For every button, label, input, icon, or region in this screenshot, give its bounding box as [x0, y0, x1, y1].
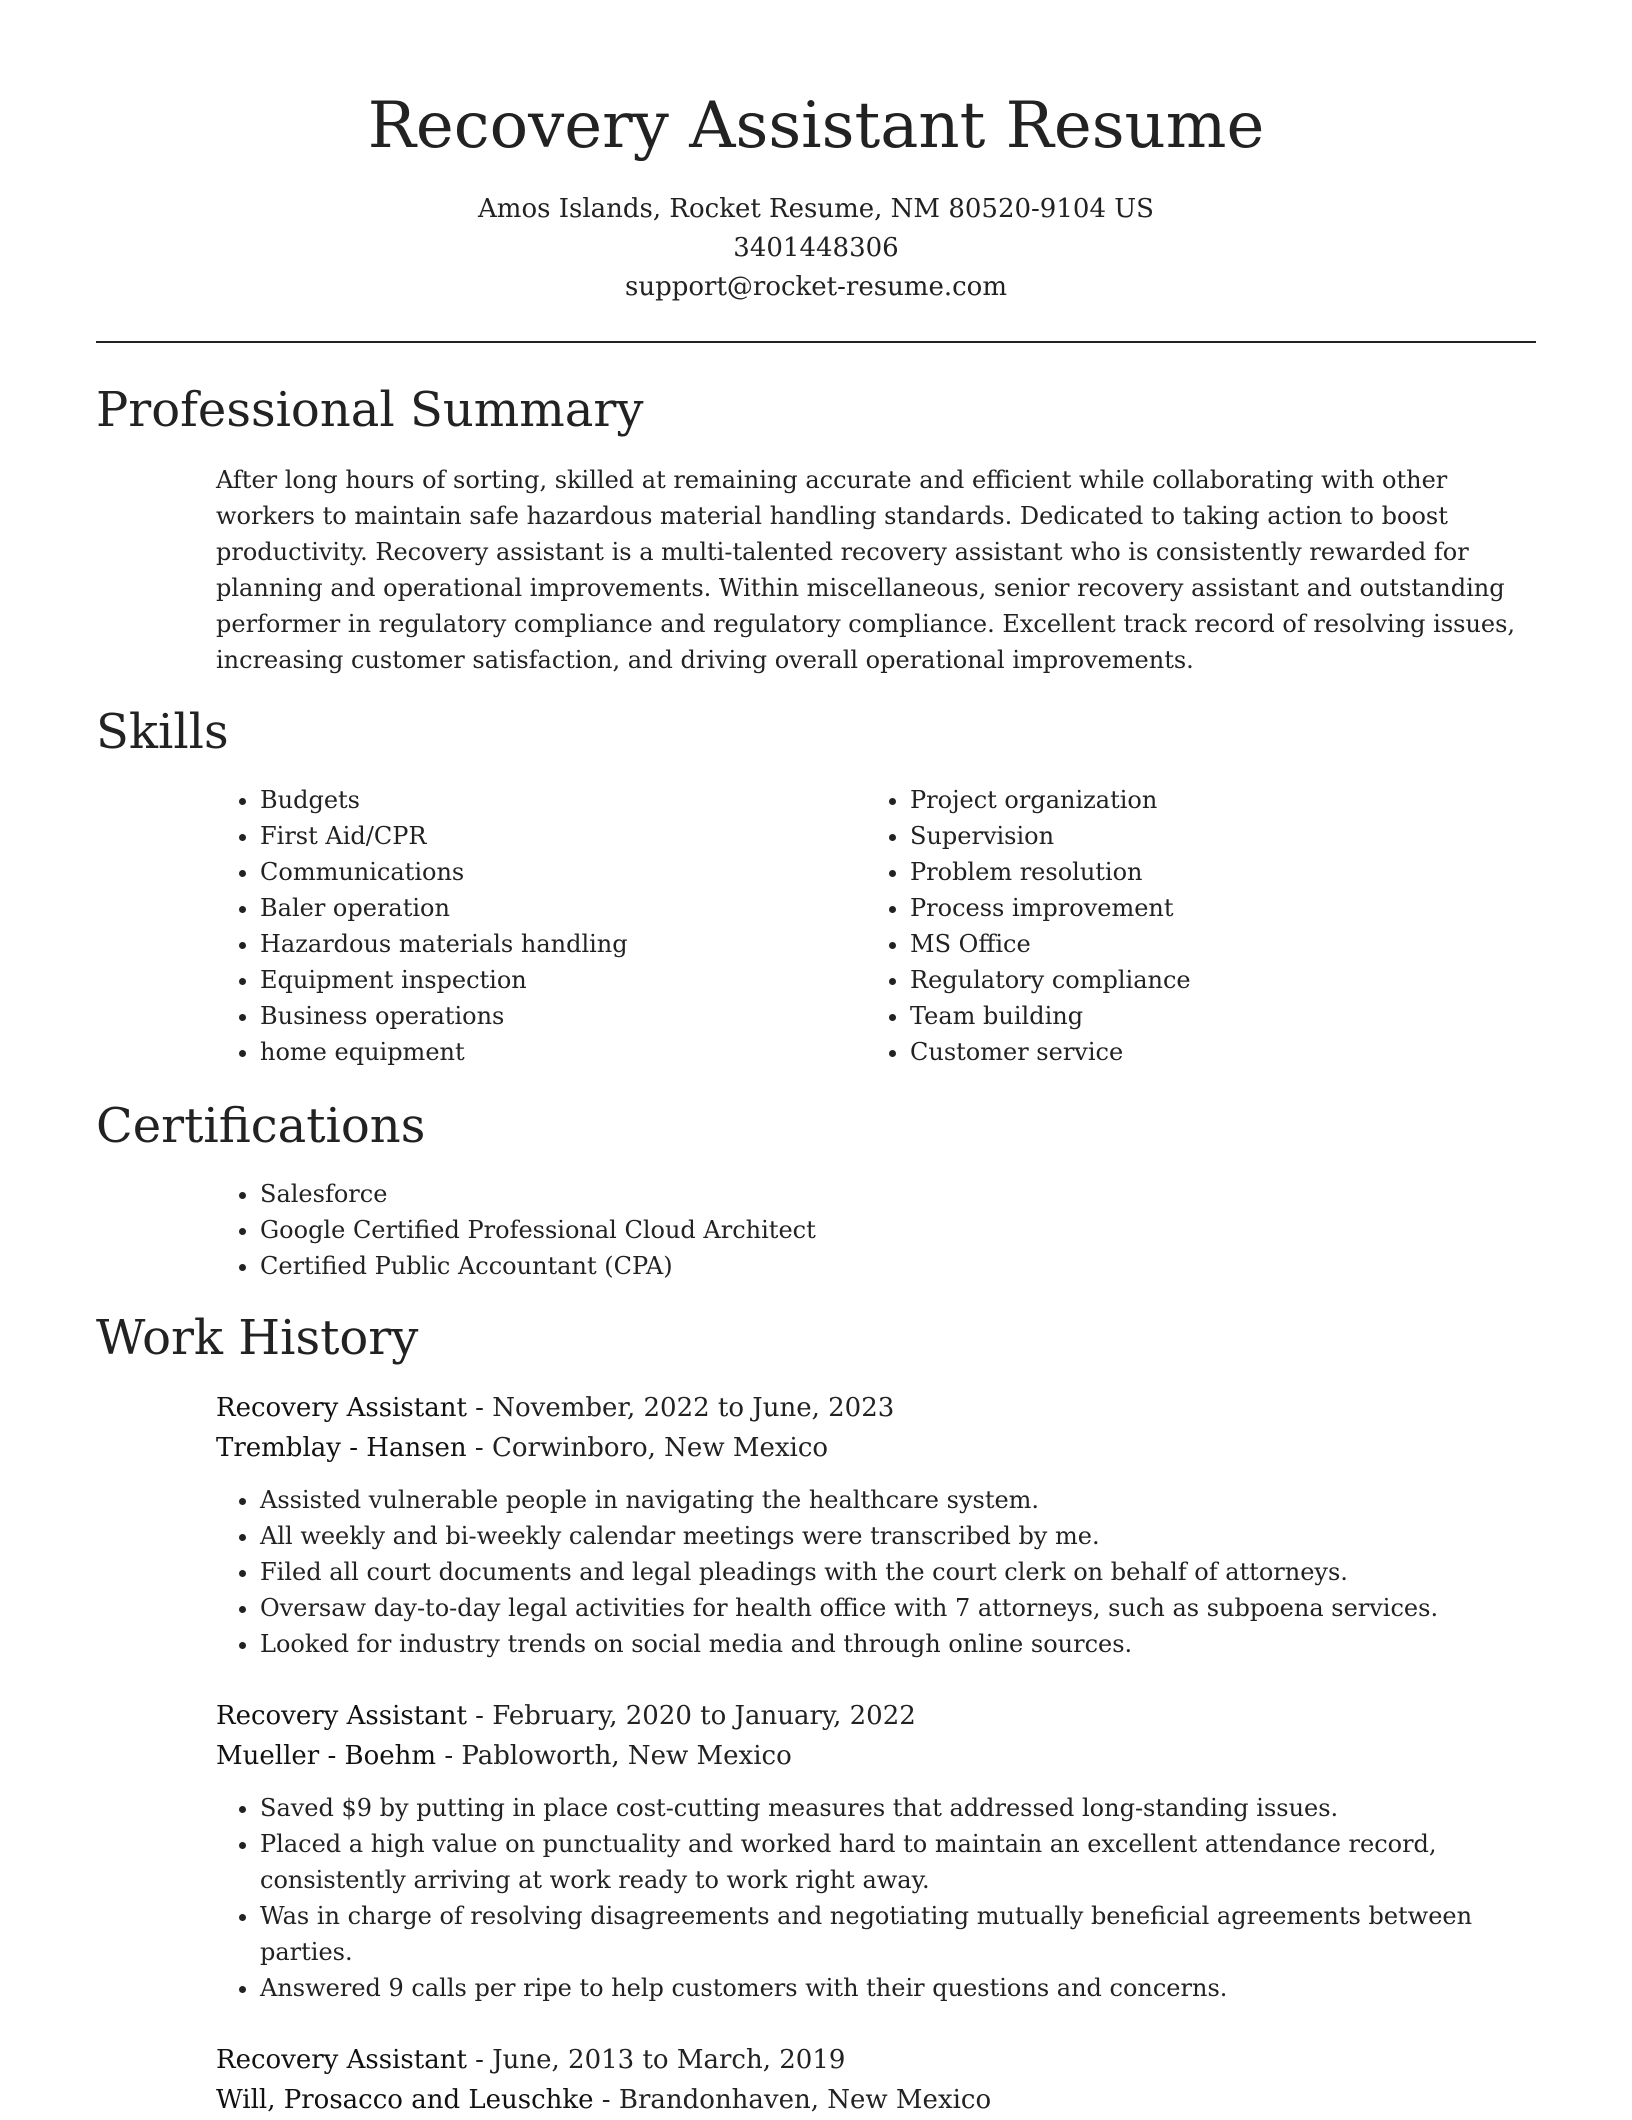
job-company: Will, Prosacco and Leuschke	[216, 2085, 594, 2115]
contact-info	[0, 190, 1632, 307]
page-title: Recovery Assistant Resume	[367, 89, 1265, 163]
skills-list-left	[216, 782, 820, 1070]
contact-email: support@rocket-resume.com	[624, 272, 1007, 302]
job-title: Recovery Assistant	[216, 1393, 467, 1423]
skill-item: • Business operations	[260, 998, 820, 1034]
skills-heading: Skills	[96, 704, 229, 760]
job-bullets	[216, 1482, 1580, 1662]
skill-item: • home equipment	[260, 1034, 820, 1070]
certification-item: • Google Certified Professional Cloud Architect	[260, 1212, 1580, 1248]
contact-address: Amos Islands, Rocket Resume, NM 80520-9104 US	[478, 194, 1154, 224]
job-bullet: • Filed all court documents and legal pleadings with the court clerk on behalf of attorneys.	[260, 1554, 1580, 1590]
job-location: - Pabloworth, New Mexico	[436, 1741, 792, 1771]
skill-item: • MS Office	[910, 926, 1530, 962]
certification-item: • Certified Public Accountant (CPA)	[260, 1248, 1580, 1284]
job-bullet: • Looked for industry trends on social media and through online sources.	[260, 1626, 1580, 1662]
summary-text: After long hours of sorting, skilled at remaining accurate and efficient while collaborating with other workers to maintain safe hazardous material handling standards. Dedicated to taking action to boost productivity. Recovery assistant is a multi-talented recovery assistant who is consistently rewarded for planning and operational improvements. Within miscellaneous, senior recovery assistant and outstanding performer in regulatory compliance and regulatory compliance. Excellent track record of resolving issues, increasing customer satisfaction, and driving overall operational improvements.	[216, 466, 1516, 674]
skill-item: • Baler operation	[260, 890, 820, 926]
job-bullet: • Answered 9 calls per ripe to help customers with their questions and concerns.	[260, 1970, 1530, 2006]
job-dates: - November, 2022 to June, 2023	[466, 1393, 895, 1423]
job-title-line	[216, 1388, 894, 1428]
job-company: Tremblay - Hansen	[216, 1433, 467, 1463]
job-bullets	[216, 1790, 1530, 2006]
skill-item: • Budgets	[260, 782, 820, 818]
job-bullet: • Saved $9 by putting in place cost-cutting measures that addressed long-standing issues.	[260, 1790, 1530, 1826]
job-dates: - June, 2013 to March, 2019	[466, 2045, 846, 2075]
job-title-line	[216, 2040, 845, 2080]
work-history-heading: Work History	[96, 1310, 419, 1366]
job-company-line	[216, 1428, 828, 1468]
job-dates: - February, 2020 to January, 2022	[466, 1701, 916, 1731]
skills-list-right	[866, 782, 1530, 1070]
job-location: - Brandonhaven, New Mexico	[593, 2085, 992, 2115]
job-title: Recovery Assistant	[216, 2045, 467, 2075]
certifications-list	[216, 1176, 1580, 1284]
job-location: - Corwinboro, New Mexico	[466, 1433, 829, 1463]
job-title-line	[216, 1696, 916, 1736]
skill-item: • First Aid/CPR	[260, 818, 820, 854]
job-company-line	[216, 2080, 991, 2120]
skill-item: • Process improvement	[910, 890, 1530, 926]
skill-item: • Project organization	[910, 782, 1530, 818]
contact-phone: 3401448306	[733, 233, 899, 263]
skill-item: • Supervision	[910, 818, 1530, 854]
resume-header	[0, 84, 1632, 307]
job-title: Recovery Assistant	[216, 1701, 467, 1731]
summary-heading: Professional Summary	[96, 382, 644, 438]
skill-item: • Team building	[910, 998, 1530, 1034]
skill-item: • Communications	[260, 854, 820, 890]
job-bullet: • Oversaw day-to-day legal activities for health office with 7 attorneys, such as subpoena services.	[260, 1590, 1580, 1626]
job-company-line	[216, 1736, 792, 1776]
header-divider	[96, 341, 1536, 343]
job-bullet: • Was in charge of resolving disagreements and negotiating mutually beneficial agreements between parties.	[260, 1898, 1530, 1970]
job-bullet: • All weekly and bi-weekly calendar meetings were transcribed by me.	[260, 1518, 1580, 1554]
certifications-heading: Certifications	[96, 1098, 426, 1154]
skill-item: • Customer service	[910, 1034, 1530, 1070]
certification-item: • Salesforce	[260, 1176, 1580, 1212]
skill-item: • Problem resolution	[910, 854, 1530, 890]
skill-item: • Hazardous materials handling	[260, 926, 820, 962]
job-company: Mueller - Boehm	[216, 1741, 437, 1771]
skill-item: • Equipment inspection	[260, 962, 820, 998]
skill-item: • Regulatory compliance	[910, 962, 1530, 998]
job-bullet: • Placed a high value on punctuality and worked hard to maintain an excellent attendance record, consistently arriving at work ready to work right away.	[260, 1826, 1530, 1898]
job-bullet: • Assisted vulnerable people in navigating the healthcare system.	[260, 1482, 1580, 1518]
